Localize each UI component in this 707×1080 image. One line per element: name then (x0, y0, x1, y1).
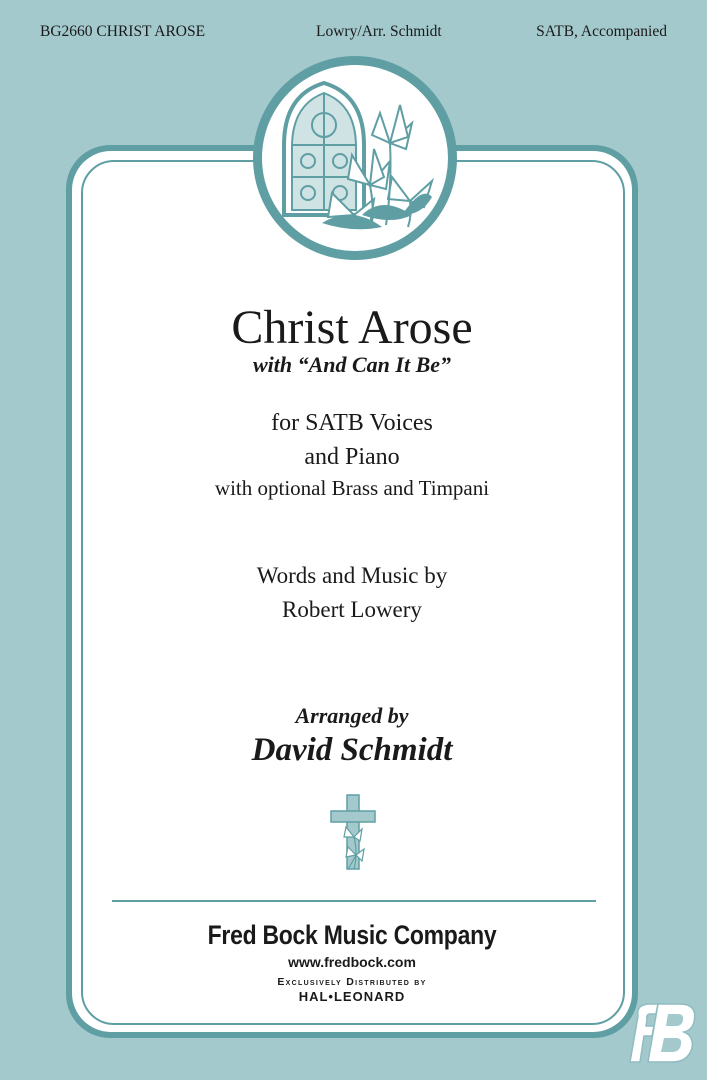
composer-name: Robert Lowery (282, 597, 422, 622)
inner-rule (81, 160, 625, 1025)
title: Christ Arose (231, 301, 473, 354)
composer-credit: Lowry/Arr. Schmidt (316, 23, 442, 40)
logo-text: fB (628, 996, 629, 997)
accompaniment-line: and Piano (304, 444, 400, 470)
catalog-number: BG2660 CHRIST AROSE (40, 23, 206, 40)
stained-glass-lily-icon (262, 65, 448, 251)
distributor-name: HAL•LEONARD (298, 989, 406, 1004)
divider-line (112, 900, 596, 902)
header-line (0, 23, 707, 45)
arranged-by-label: Arranged by (295, 703, 409, 728)
arranger-name: David Schmidt (251, 732, 453, 768)
optional-instruments-line: with optional Brass and Timpani (214, 476, 490, 500)
voicing-line: for SATB Voices (271, 410, 433, 436)
fred-bock-logo-icon (628, 996, 702, 1075)
subtitle: with “And Can It Be” (252, 352, 452, 377)
publisher-website: www.fredbock.com (288, 954, 416, 970)
cross-icon (328, 793, 378, 878)
voicing-label: SATB, Accompanied (536, 23, 667, 40)
words-music-label: Words and Music by (256, 563, 448, 588)
publisher-name: Fred Bock Music Company (207, 920, 497, 950)
distribution-label: Exclusively Distributed by (277, 976, 427, 988)
